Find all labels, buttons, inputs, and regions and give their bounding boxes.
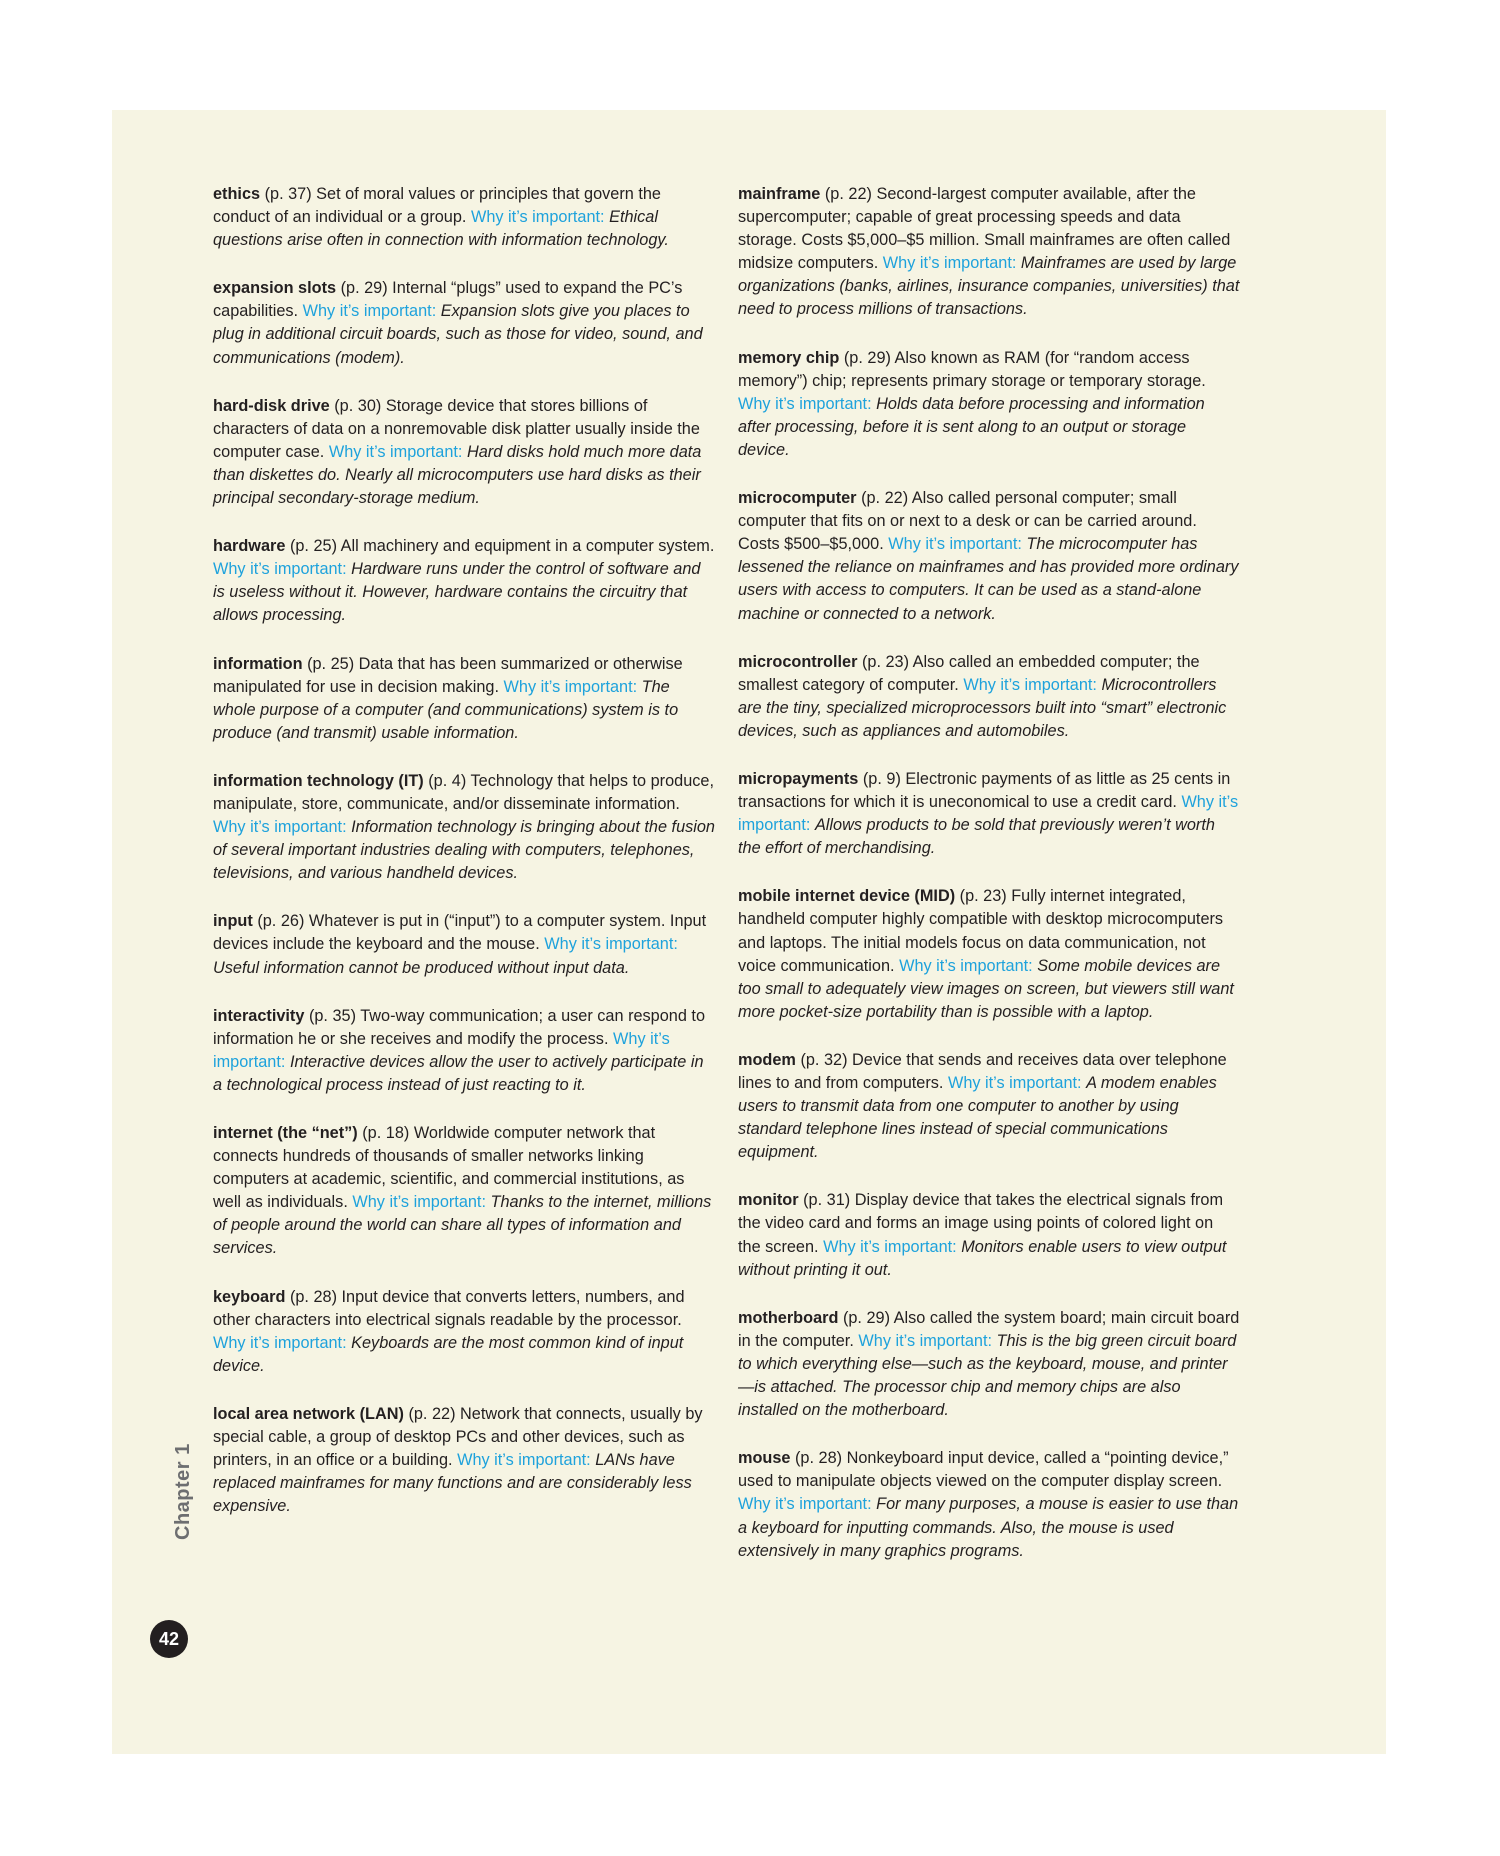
why-important-text: Hardware runs under the control of software and is useless without it. However, hardware contains the circuitry that allows processing. — [213, 560, 701, 625]
why-important-text: Useful information cannot be produced without input data. — [213, 958, 630, 977]
why-important-text: Information technology is bringing about the fusion of several important industries dealing with computers, telephones, televisions, and various handheld devices. — [213, 818, 715, 883]
glossary-definition: (p. 25) Data that has been summarized or otherwise manipulated for use in decision making. — [213, 654, 683, 696]
glossary-term: input — [213, 912, 253, 931]
glossary-definition: (p. 30) Storage device that stores billions of characters of data on a nonremovable disk platter usually inside the computer case. — [213, 396, 700, 461]
glossary-entry — [738, 885, 1240, 1024]
glossary-term: interactivity — [213, 1006, 305, 1025]
glossary-entry — [213, 1403, 715, 1518]
glossary-definition: (p. 22) Also called personal computer; small computer that fits on or next to a desk or can be carried around. Costs $500–$5,000. — [738, 489, 1197, 554]
glossary-term: keyboard — [213, 1287, 286, 1306]
glossary-entry — [738, 347, 1240, 462]
glossary-term: information technology (IT) — [213, 771, 424, 790]
glossary-definition: (p. 26) Whatever is put in (“input”) to a computer system. Input devices include the keyboard and the mouse. — [213, 912, 707, 954]
glossary-term: mouse — [738, 1449, 791, 1468]
glossary-definition: (p. 23) Also called an embedded computer; the smallest category of computer. — [738, 652, 1200, 694]
glossary-entry — [213, 395, 715, 510]
glossary-entry — [738, 651, 1240, 743]
glossary-entry — [213, 535, 715, 627]
why-important-label: Why it’s important: — [457, 1451, 591, 1470]
glossary-term: expansion slots — [213, 279, 337, 298]
why-important-label: Why it’s important: — [213, 818, 347, 837]
why-important-label: Why it’s important: — [503, 677, 638, 696]
glossary-entry — [738, 1447, 1240, 1562]
glossary-definition: (p. 18) Worldwide computer network that connects hundreds of thousands of smaller networks linking computers at academic, scientific, and commercial institutions, as well as individuals. — [213, 1124, 685, 1212]
why-important-label: Why it’s important: — [738, 394, 872, 413]
glossary-term: modem — [738, 1050, 796, 1069]
glossary-column-left — [213, 183, 715, 1543]
glossary-definition: (p. 28) Input device that converts letters, numbers, and other characters into electrical signals readable by the processor. — [213, 1287, 685, 1329]
glossary-definition: (p. 28) Nonkeyboard input device, called a “pointing device,” used to manipulate objects viewed on the computer display screen. — [738, 1449, 1229, 1491]
why-important-text: Holds data before processing and information after processing, before it is sent along to an output or storage device. — [738, 394, 1205, 459]
why-important-text: This is the big green circuit board to which everything else—such as the keyboard, mouse, and printer—is attached. The processor chip and memory chips are also installed on the motherboard. — [738, 1331, 1237, 1420]
why-important-label: Why it’s important: — [947, 1074, 1082, 1092]
why-important-text: Mainframes are used by large organizations (banks, airlines, insurance companies, universities) that need to process millions of transactions. — [738, 254, 1240, 319]
why-important-label: Why it’s important: — [213, 560, 347, 579]
glossary-entry — [213, 183, 715, 252]
chapter-label: Chapter 1 — [172, 1443, 194, 1540]
glossary-term: hard-disk drive — [213, 396, 330, 415]
why-important-text: The microcomputer has lessened the reliance on mainframes and has provided more ordinary users with access to computers. It can be used as a stand-alone machine or connected to a network. — [738, 535, 1239, 623]
glossary-definition: (p. 37) Set of moral values or principles that govern the conduct of an individual or a group. — [213, 185, 661, 227]
glossary-entry — [213, 770, 715, 885]
why-important-label: Why it’s important: — [738, 1495, 872, 1514]
why-important-label: Why it’s important: — [328, 442, 463, 461]
why-important-label: Why it’s important: — [544, 935, 678, 954]
why-important-label: Why it’s important: — [882, 254, 1017, 273]
glossary-term: memory chip — [738, 348, 840, 367]
glossary-term: internet (the “net”) — [213, 1124, 358, 1142]
glossary-term: micropayments — [738, 769, 859, 788]
why-important-label: Why it’s important: — [213, 1333, 347, 1352]
glossary-term: mobile internet device (MID) — [738, 887, 956, 906]
glossary-definition: (p. 31) Display device that takes the electrical signals from the video card and forms an image using points of colored light on the screen. — [738, 1191, 1224, 1256]
glossary-term: microcomputer — [738, 489, 857, 508]
glossary-entry — [213, 277, 715, 369]
why-important-text: Expansion slots give you places to plug in additional circuit boards, such as those for video, sound, and communications (modem). — [213, 302, 703, 367]
glossary-term: ethics — [213, 185, 261, 203]
glossary-entry — [738, 1189, 1240, 1281]
glossary-definition: (p. 29) Also called the system board; main circuit board in the computer. — [738, 1308, 1240, 1350]
glossary-definition: (p. 23) Fully internet integrated, handheld computer highly compatible with desktop microcomputers and laptops. The initial models focus on data communication, not voice communication. — [738, 887, 1224, 975]
glossary-definition: (p. 25) All machinery and equipment in a computer system. — [289, 537, 715, 556]
why-important-label: Why it’s important: — [213, 1029, 670, 1071]
why-important-text: A modem enables users to transmit data from one computer to another by using standard telephone lines instead of special communications equipment. — [738, 1074, 1217, 1162]
glossary-entry — [213, 1122, 715, 1261]
why-important-label: Why it’s important: — [470, 208, 605, 227]
glossary-term: microcontroller — [738, 652, 858, 671]
why-important-text: Monitors enable users to view output without printing it out. — [738, 1237, 1227, 1279]
glossary-entry — [213, 653, 715, 745]
why-important-text: Allows products to be sold that previously weren’t worth the effort of merchandising. — [738, 816, 1215, 858]
glossary-definition: (p. 9) Electronic payments of as little as 25 cents in transactions for which it is uneconomical to use a credit card. — [738, 769, 1231, 812]
why-important-label: Why it’s important: — [963, 675, 1097, 694]
glossary-column-right — [738, 183, 1240, 1588]
why-important-label: Why it’s important: — [738, 793, 1239, 835]
why-important-text: The whole purpose of a computer (and communications) system is to produce (and transmit) usable information. — [213, 677, 679, 742]
glossary-definition: (p. 32) Device that sends and receives data over telephone lines to and from computers. — [738, 1050, 1227, 1092]
glossary-term: local area network (LAN) — [213, 1404, 404, 1423]
why-important-text: Ethical questions arise often in connection with information technology. — [213, 208, 669, 250]
glossary-term: hardware — [213, 537, 286, 556]
glossary-term: motherboard — [738, 1308, 839, 1327]
why-important-text: LANs have replaced mainframes for many functions and are considerably less expensive. — [213, 1451, 692, 1516]
why-important-label: Why it’s important: — [888, 535, 1022, 554]
glossary-entry — [213, 1286, 715, 1378]
glossary-entry — [213, 1005, 715, 1097]
why-important-label: Why it’s important: — [823, 1237, 957, 1256]
glossary-entry — [738, 768, 1240, 860]
glossary-entry — [738, 1307, 1240, 1422]
glossary-definition: (p. 22) Network that connects, usually by special cable, a group of desktop PCs and other devices, such as printers, in an office or a building. — [213, 1404, 703, 1470]
glossary-definition: (p. 29) Also known as RAM (for “random access memory”) chip; represents primary storage or temporary storage. — [738, 348, 1206, 390]
why-important-text: Interactive devices allow the user to actively participate in a technological process instead of just reacting to it. — [213, 1052, 704, 1094]
why-important-label: Why it’s important: — [858, 1331, 992, 1350]
glossary-term: monitor — [738, 1191, 799, 1210]
glossary-definition: (p. 22) Second-largest computer available, after the supercomputer; capable of great processing speeds and data storage. Costs $5,000–$5 million. Small mainframes are often called midsize computers. — [738, 185, 1231, 273]
why-important-label: Why it’s important: — [352, 1193, 486, 1212]
glossary-term: mainframe — [738, 185, 821, 203]
glossary-definition: (p. 35) Two-way communication; a user can respond to information he or she receives and modify the process. — [213, 1006, 706, 1048]
glossary-entry — [738, 487, 1240, 626]
page-number-badge: 42 — [150, 1620, 188, 1658]
why-important-text: Thanks to the internet, millions of people around the world can share all types of information and services. — [213, 1193, 712, 1258]
why-important-label: Why it’s important: — [302, 302, 437, 321]
glossary-entry — [213, 910, 715, 979]
why-important-label: Why it’s important: — [899, 956, 1033, 975]
why-important-text: Hard disks hold much more data than diskettes do. Nearly all microcomputers use hard disks as their principal secondary-storage medium. — [213, 442, 702, 508]
why-important-text: Some mobile devices are too small to adequately view images on screen, but viewers still want more pocket-size portability than is possible with a laptop. — [738, 956, 1234, 1021]
glossary-entry — [738, 183, 1240, 322]
glossary-definition: (p. 4) Technology that helps to produce, manipulate, store, communicate, and/or disseminate information. — [213, 771, 714, 813]
why-important-text: Microcontrollers are the tiny, specialized microprocessors built into “smart” electronic devices, such as appliances and automobiles. — [738, 675, 1227, 740]
glossary-definition: (p. 29) Internal “plugs” used to expand the PC’s capabilities. — [213, 279, 683, 321]
glossary-entry — [738, 1049, 1240, 1164]
why-important-text: For many purposes, a mouse is easier to use than a keyboard for inputting commands. Also, the mouse is used extensively in many graphics programs. — [738, 1495, 1239, 1560]
why-important-text: Keyboards are the most common kind of input device. — [213, 1333, 684, 1375]
glossary-term: information — [213, 654, 303, 673]
